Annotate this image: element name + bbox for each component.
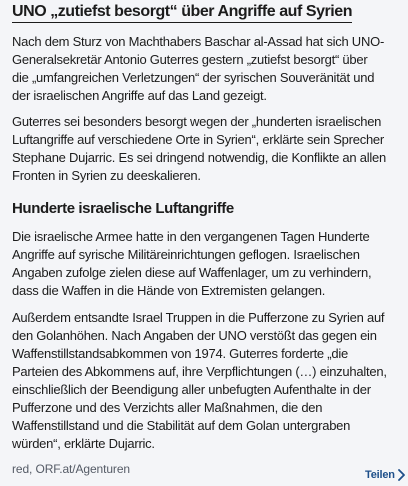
article-source: red, ORF.at/Agenturen: [12, 462, 130, 476]
share-label: Teilen: [365, 469, 395, 481]
article-paragraph: Guterres sei besonders besorgt wegen der „hunderten israelischen Luftangriffe auf verschiedene Orte in Syrien“, erklärte sein Sprecher Stephane Dujarric. Es sei dringend notwendig, die Konflikte an allen Fronten in Syrien zu deeskalieren.: [12, 114, 386, 183]
article-subheading: Hunderte israelische Luftangriffe: [12, 200, 234, 217]
chevron-right-icon: [398, 469, 405, 481]
article-headline: UNO „zutiefst besorgt“ über Angriffe auf Syrien: [12, 0, 352, 23]
article-paragraph: Die israelische Armee hatte in den vergangenen Tagen Hunderte Angriffe auf syrische Militäreinrichtungen geflogen. Israelischen Angaben zufolge zielen diese auf Waffenlager, um zu verhindern, dass die Waffen in die Hände von Extremisten gelangen.: [12, 229, 372, 298]
share-button[interactable]: [365, 468, 405, 486]
article: [12, 0, 408, 477]
article-paragraph: Nach dem Sturz von Machthabers Baschar al-Assad hat sich UNO- Generalsekretär Antonio Guterres gestern „zutiefst besorgt“ über die „umfangreichen Verletzungen“ der syrischen Souveränität und der israelischen Angriffe auf das Land gezeigt.: [12, 34, 385, 103]
article-paragraph: Außerdem entsandte Israel Truppen in die Pufferzone zu Syrien auf den Golanhöhen. Nach Angaben der UNO verstößt das gegen ein Waffenstillstandsabkommen von 1974. Guterres forderte „die Parteien des Abkommens auf, ihre Verpflichtungen (…) einzuhalten, einschließlich der Beendigung aller unbefugten Aufenthalte in der Pufferzone und des Verzichts aller Maßnahmen, die den Waffenstillstand und die Stabilität auf dem Golan untergraben würden“, erklärte Dujarric.: [12, 310, 387, 451]
